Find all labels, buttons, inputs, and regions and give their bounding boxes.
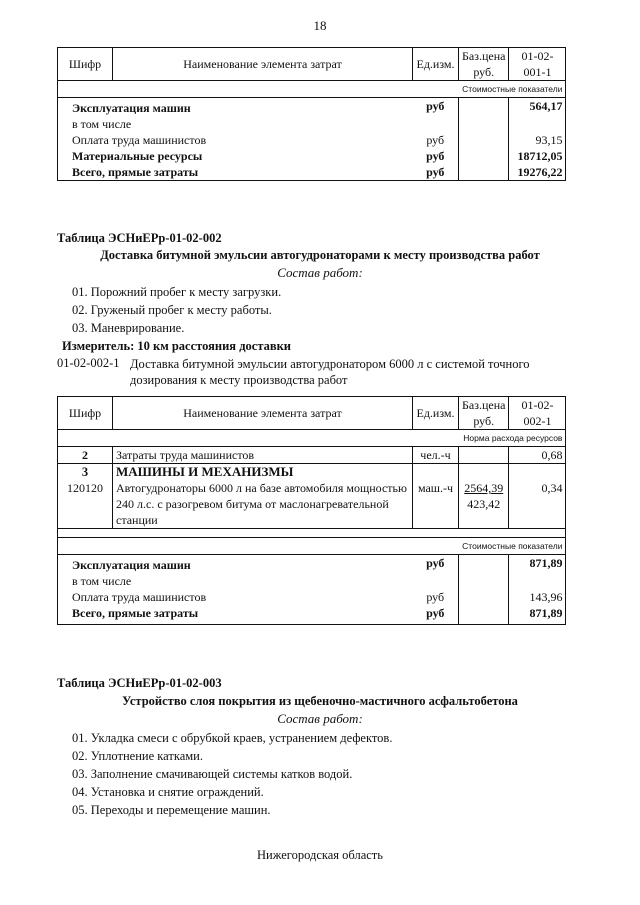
table-row: в том числе	[58, 573, 566, 589]
header-name: Наименование элемента затрат	[113, 48, 413, 81]
cost-table-01-02-001-1	[57, 47, 566, 181]
header-code: Шифр	[58, 397, 113, 430]
table-row: 120120 Автогудронаторы 6000 л на базе автомобиля мощностью 240 л.с. с разогревом битума от маслонагревательной станции маш.-ч 2564,39 423,42 0,34	[58, 480, 566, 529]
works-label: Состав работ:	[277, 711, 363, 726]
table-subtitle: Доставка битумной эмульсии автогудронаторами к месту производства работ	[100, 248, 540, 262]
section-cost-indicators: Стоимостные показатели	[58, 538, 566, 555]
measure-unit: Измеритель: 10 км расстояния доставки	[62, 339, 292, 353]
footer-region: Нижегородская область	[257, 848, 383, 862]
header-name: Наименование элемента затрат	[113, 397, 413, 430]
header-unit: Ед.изм.	[413, 48, 459, 81]
work-item: 03. Заполнение смачивающей системы катков водой.	[72, 767, 353, 781]
work-item: 01. Укладка смеси с обрубкой краев, устранением дефектов.	[72, 731, 393, 745]
machine-price: 2564,39	[464, 481, 504, 495]
table-row: Эксплуатация машин руб 564,17	[58, 98, 566, 117]
work-item: 02. Уплотнение катками.	[72, 749, 203, 763]
table-title: Таблица ЭСНиЕРр-01-02-002	[57, 231, 222, 245]
work-item: 01. Порожний пробег к месту загрузки.	[72, 285, 282, 299]
table-row: Всего, прямые затраты руб 19276,22	[58, 164, 566, 181]
work-item: 05. Переходы и перемещение машин.	[72, 803, 271, 817]
item-description: Доставка битумной эмульсии автогудронатором 6000 л с системой точного дозирования к месту производства работ	[130, 357, 530, 387]
section-cost-indicators: Стоимостные показатели	[58, 81, 566, 98]
table-row: в том числе	[58, 116, 566, 132]
table-title: Таблица ЭСНиЕРр-01-02-003	[57, 676, 222, 690]
work-item: 03. Маневрирование.	[72, 321, 185, 335]
machine-wage: 423,42	[467, 497, 501, 511]
item-code: 01-02-002-1	[57, 356, 120, 370]
page-number: 18	[313, 18, 327, 33]
table-row: Материальные ресурсы руб 18712,05	[58, 148, 566, 164]
section-resource-norms: Норма расхода ресурсов	[58, 430, 566, 447]
table-row: Оплата труда машинистов руб 143,96	[58, 589, 566, 605]
table-row: Оплата труда машинистов руб 93,15	[58, 132, 566, 148]
works-label: Состав работ:	[277, 265, 363, 280]
header-unit: Ед.изм.	[413, 397, 459, 430]
header-code-col: 01-02-001-1	[509, 48, 566, 81]
header-code: Шифр	[58, 48, 113, 81]
cost-table-01-02-002-1	[57, 396, 566, 625]
header-base-price: Баз.цена руб.	[459, 397, 509, 430]
table-row: 2 Затраты труда машинистов чел.-ч 0,68	[58, 447, 566, 464]
work-item: 02. Груженый пробег к месту работы.	[72, 303, 272, 317]
work-item: 04. Установка и снятие ограждений.	[72, 785, 264, 799]
table-row: Всего, прямые затраты руб 871,89	[58, 605, 566, 625]
table-subtitle: Устройство слоя покрытия из щебеночно-мастичного асфальтобетона	[122, 694, 518, 708]
header-base-price: Баз.цена руб.	[459, 48, 509, 81]
table-row: 3 МАШИНЫ И МЕХАНИЗМЫ	[58, 464, 566, 481]
table-row: Эксплуатация машин руб 871,89	[58, 555, 566, 574]
header-code-col: 01-02-002-1	[509, 397, 566, 430]
